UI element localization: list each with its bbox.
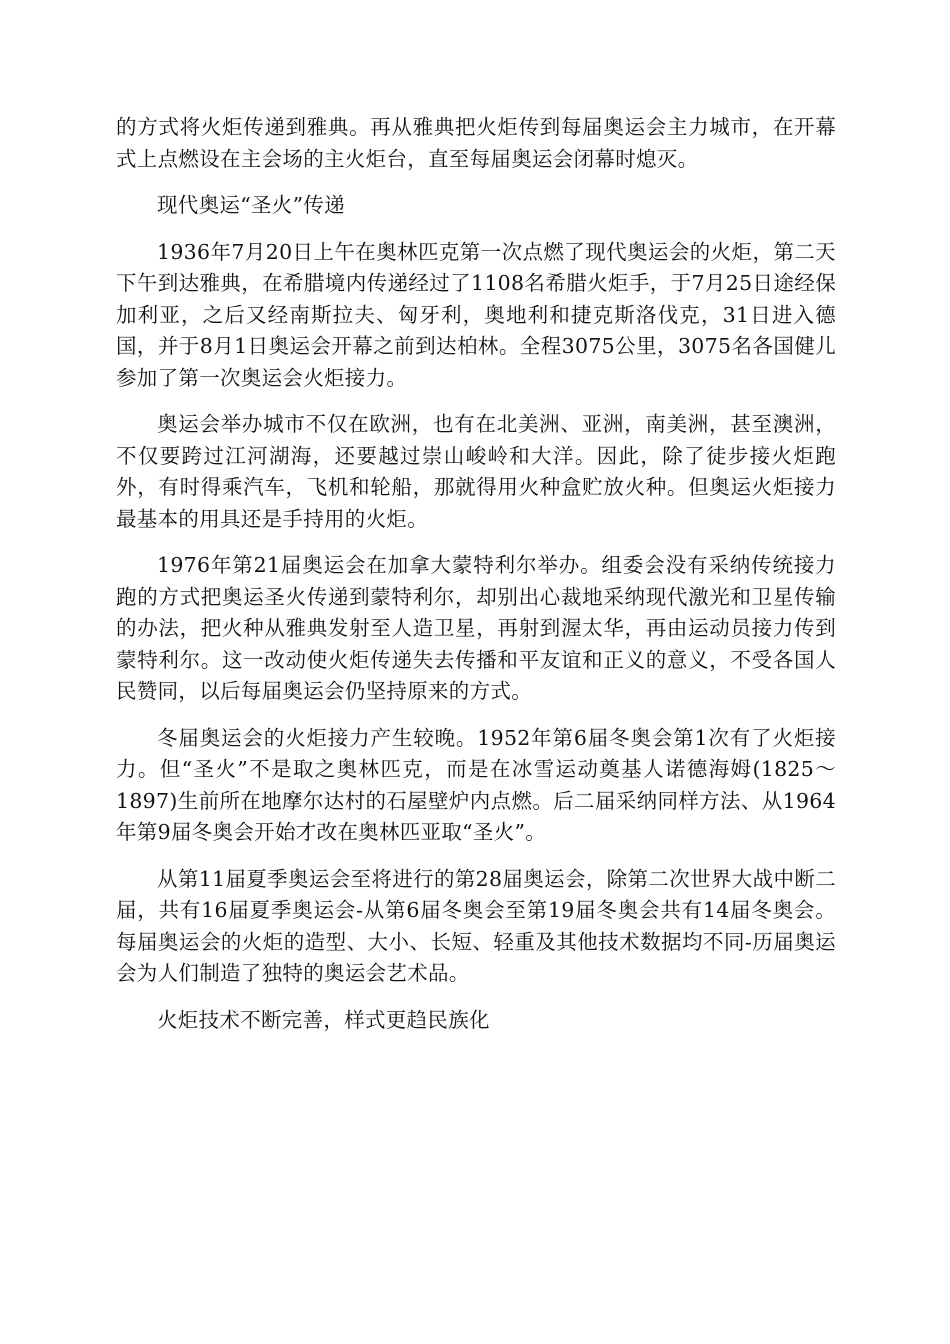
section-heading-torch-technology: 火炬技术不断完善，样式更趋民族化 xyxy=(157,1007,490,1032)
section-heading-modern-torch-relay: 现代奥运“圣火”传递 xyxy=(157,193,345,217)
paragraph-host-cities: 奥运会举办城市不仅在欧洲，也有在北美洲、亚洲，南美洲，甚至澳洲，不仅要跨过江河湖海，还要越过崇山峻岭和大洋。因此，除了徒步接火炬跑外，有时得乘汽车，飞机和轮船，那就得用火种盒贮放火种。但奥运火炬接力最基本的用具还是手持用的火炬。 xyxy=(116,412,836,531)
paragraph-1936-relay: 1936年7月20日上午在奥林匹克第一次点燃了现代奥运会的火炬，第二天下午到达雅典，在希腊境内传递经过了1108名希腊火炬手，于7月25日途经保加利亚，之后又经南斯拉夫、匈牙利，奥地利和捷克斯洛伐克，31日进入德国，并于8月1日奥运会开幕之前到达柏林。全程3075公里，3075名各国健儿参加了第一次奥运会火炬接力。 xyxy=(116,239,836,390)
paragraph-continuation: 的方式将火炬传递到雅典。再从雅典把火炬传到每届奥运会主力城市，在开幕式上点燃设在主会场的主火炬台，直至每届奥运会闭幕时熄灭。 xyxy=(116,115,836,171)
paragraph-games-count: 从第11届夏季奥运会至将进行的第28届奥运会，除第二次世界大战中断二届，共有16届夏季奥运会-从第6届冬奥会至第19届冬奥会共有14届冬奥会。每届奥运会的火炬的造型、大小、长短、轻重及其他技术数据均不同-历届奥运会为人们制造了独特的奥运会艺术品。 xyxy=(116,866,836,985)
document-body xyxy=(116,112,836,1051)
paragraph-winter-games: 冬届奥运会的火炬接力产生较晚。1952年第6届冬奥会第1次有了火炬接力。但“圣火”不是取之奥林匹克，而是在冰雪运动奠基人诺德海姆(1825～1897)生前所在地摩尔达村的石屋壁炉内点燃。后二届采纳同样方法、从1964年第9届冬奥会开始才改在奥林匹亚取“圣火”。 xyxy=(116,725,836,844)
paragraph-1976-montreal: 1976年第21届奥运会在加拿大蒙特利尔举办。组委会没有采纳传统接力跑的方式把奥运圣火传递到蒙特利尔，却别出心裁地采纳现代激光和卫星传输的办法，把火种从雅典发射至人造卫星，再射到渥太华，再由运动员接力传到蒙特利尔。这一改动使火炬传递失去传播和平友谊和正义的意义，不受各国人民赞同，以后每届奥运会仍坚持原来的方式。 xyxy=(116,553,836,703)
